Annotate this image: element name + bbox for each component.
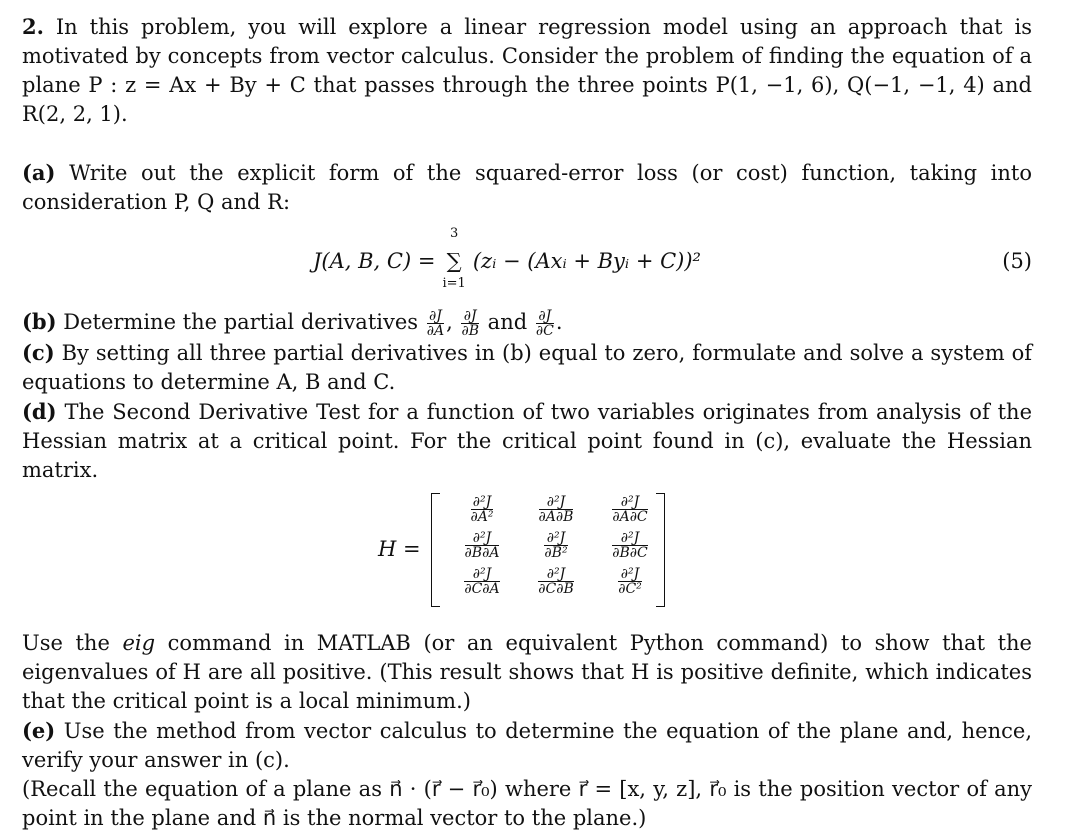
problem-intro (22, 12, 1032, 129)
part-b-text: Determine the partial derivatives (63, 310, 419, 334)
part-c-text: By setting all three partial derivatives in (b) equal to zero, formulate and solve a system of equations to determine A, B and C. (22, 341, 1032, 394)
sum-lower-limit: i=1 (442, 276, 466, 291)
hessian-label: H = (378, 537, 421, 561)
summation-symbol: ∑ 3 i=1 (442, 247, 466, 276)
followup-before: Use the (22, 631, 110, 655)
hessian-cell: $\frac{\text{∂²J}}{\partial B\partial A}$ (464, 530, 500, 561)
hessian-cell: $\frac{\text{∂²J}}{\text{∂A²}}$ (470, 494, 494, 525)
sum-upper-limit: 3 (450, 226, 459, 241)
loss-equation-rhs: (zᵢ − (Axᵢ + Byᵢ + C))² (472, 249, 701, 273)
partial-j-c: $\frac{\partial J}{\partial C}$ (535, 308, 554, 339)
loss-equation (22, 223, 1032, 307)
problem-page (22, 12, 1032, 833)
part-b-and: and (487, 310, 528, 334)
loss-equation-lhs: J(A, B, C) = (313, 249, 436, 273)
hessian-cell: $\frac{\text{∂²J}}{\partial A\partial B}$ (538, 494, 574, 525)
part-e-text: Use the method from vector calculus to determine the equation of the plane and, hence, verify your answer in (c). (22, 719, 1032, 772)
hessian-cell: $\frac{\text{∂²J}}{\text{∂C²}}$ (618, 566, 642, 597)
part-a-label: (a) (22, 160, 56, 185)
part-a (22, 158, 1032, 217)
hessian-cell: $\frac{\text{∂²J}}{\partial A\partial C}$ (612, 494, 648, 525)
part-d-text: The Second Derivative Test for a function of two variables originates from analysis of the Hessian matrix at a critical point. For the critical point found in (c), evaluate the Hessian matrix. (22, 400, 1032, 482)
eig-command: eig (122, 631, 156, 655)
equation-number: (5) (1002, 249, 1032, 273)
problem-intro-text: In this problem, you will explore a linear regression model using an approach that is motivated by concepts from vector calculus. Consider the problem of finding the equation of a plane P : z = Ax + By + C that passes through the three points P(1, −1, 6), Q(−1, −1, 4) and R(2, 2, 1). (22, 15, 1032, 126)
part-e-label: (e) (22, 718, 56, 743)
part-d-label: (d) (22, 399, 57, 424)
part-e (22, 716, 1032, 775)
partial-j-b: $\frac{\partial J}{\partial B}$ (461, 308, 479, 339)
hessian-cell: $\frac{\text{∂²J}}{\text{∂B²}}$ (544, 530, 568, 561)
part-b: (b) Determine the partial derivatives $\frac{\partial J}{\partial A}$ , $\frac{\partial J}{\partial B}$ and $\frac{\partial J}{\partial C}$ . (22, 308, 563, 339)
followup-after: command in MATLAB (or an equivalent Python command) to show that the eigenvalues of H are all positive. (This result shows that H is positive definite, which indicates that the critical point is a local minimum.) (22, 631, 1032, 713)
part-c (22, 338, 1032, 397)
hessian-cell: $\frac{\text{∂²J}}{\partial C\partial B}$ (538, 566, 574, 597)
hessian-cell: $\frac{\text{∂²J}}{\partial C\partial A}$ (464, 566, 500, 597)
problem-number: 2. (22, 14, 44, 39)
part-a-text: Write out the explicit form of the squared-error loss (or cost) function, taking into consideration P, Q and R: (22, 161, 1032, 214)
right-bracket (656, 493, 665, 607)
hessian-matrix (22, 493, 1032, 611)
part-b-label: (b) (22, 309, 57, 334)
part-e-recall: (Recall the equation of a plane as n⃗ · (r⃗ − r⃗₀) where r⃗ = [x, y, z], r⃗₀ is the position vector of any point in the plane and n⃗ is the normal vector to the plane.) (22, 777, 1032, 830)
part-d (22, 397, 1032, 485)
partial-j-a: $\frac{\partial J}{\partial A}$ (426, 308, 445, 339)
hessian-cell: $\frac{\text{∂²J}}{\partial B\partial C}$ (612, 530, 648, 561)
left-bracket (431, 493, 440, 607)
part-c-label: (c) (22, 340, 55, 365)
part-d-followup (22, 629, 1032, 716)
hessian-grid (447, 495, 665, 603)
